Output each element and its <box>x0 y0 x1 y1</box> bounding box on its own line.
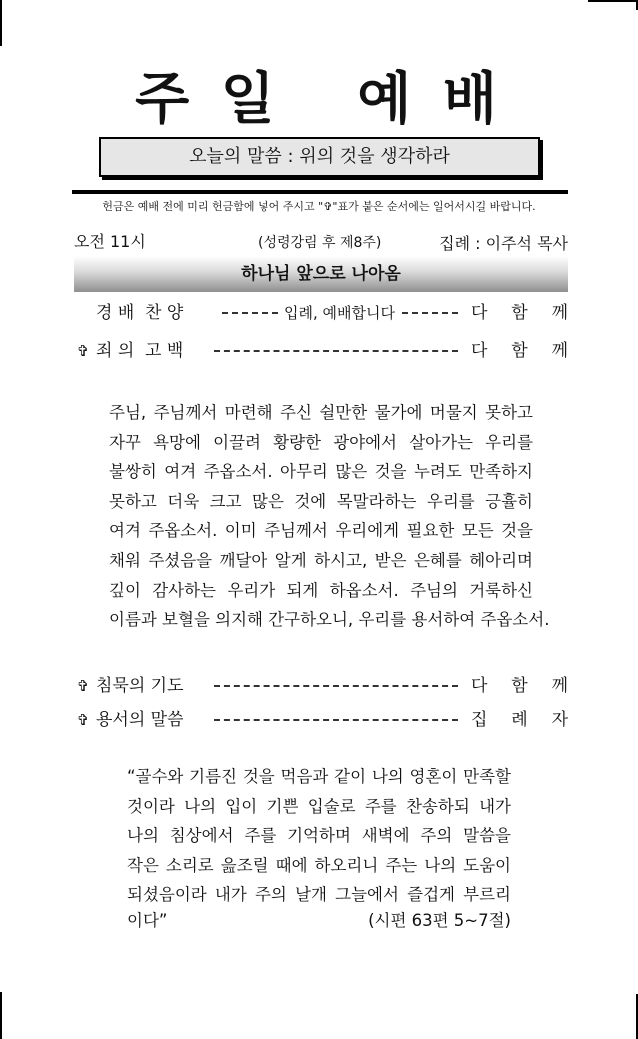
offering-notice: 헌금은 예배 전에 미리 헌금함에 넣어 주시고 "✞"표가 붙은 순서에는 일어서시길 바랍니다. <box>102 200 536 213</box>
divider-rule <box>72 190 568 194</box>
leader-dashes <box>214 719 458 721</box>
order-item <box>74 338 568 364</box>
crop-mark-top-right <box>588 0 638 2</box>
crop-mark-bottom-left <box>0 992 2 1039</box>
crop-mark-top-left <box>0 0 2 46</box>
order-item-name: 용서의 말씀 <box>96 710 184 730</box>
word-of-day-box: 오늘의 말씀 : 위의 것을 생각하라 <box>99 137 540 177</box>
service-week: (성령강림 후 제8주) <box>258 235 382 251</box>
section-header: 하나님 앞으로 나아옴 <box>74 256 568 292</box>
stand-cross-icon: ✞ <box>76 711 90 729</box>
order-item-name: 죄 의 고 백 <box>96 341 184 361</box>
verse-reference: (시편 63편 5~7절) <box>368 911 511 930</box>
service-time: 오전 11시 <box>74 232 146 251</box>
order-item <box>74 673 568 699</box>
verse-end: 이다” <box>127 911 168 930</box>
order-item-note: 입례, 예배합니다 <box>280 300 399 326</box>
confession-prayer: 주님, 주님께서 마련해 주신 쉴만한 물가에 머물지 못하고 자꾸 욕망에 이끌려 황량한 광야에서 살아가는 우리를 불쌍히 여겨 주옵소서. 아무리 많은 것을 누려도 만족하지 못하고 더욱 크고 많은 것에 목말라하는 우리를 긍휼히 여겨 주옵소서. 이미 주님께서 우리에게 필요한 모든 것을 채워 주셨음을 깨달아 알게 하시고, 받은 은혜를 헤아리며 깊이 감사하는 우리가 되게 하옵소서. 주님의 거룩하신 이름과 보혈을 의지해 간구하오니, 우리를 용서하여 주옵소서. <box>109 403 550 630</box>
stand-cross-icon: ✞ <box>76 342 90 360</box>
leader-dashes <box>214 350 458 352</box>
order-item-who: 다 함 께 <box>471 341 568 361</box>
order-item-who: 집 례 자 <box>471 710 568 730</box>
verse-last-line <box>127 907 511 935</box>
order-item <box>74 300 568 326</box>
absolution-verse: “골수와 기름진 것을 먹음과 같이 나의 영혼이 만족할 것이라 나의 입이 기쁜 입술로 주를 찬송하되 내가 나의 침상에서 주를 기억하며 새벽에 주의 말씀을 작은 소리로 읊조릴 때에 하오리니 주는 나의 도움이 되셨음이라 내가 주의 날개 그늘에서 즐겁게 부르리 <box>127 767 511 905</box>
order-item-who: 다 함 께 <box>471 303 568 323</box>
stand-cross-icon: ✞ <box>76 677 90 695</box>
page-title: 주 일 예 배 <box>135 67 503 132</box>
leader-dashes <box>214 685 458 687</box>
order-item-name: 경 배 찬 양 <box>96 303 184 323</box>
service-leader: 집례 : 이주석 목사 <box>439 234 568 253</box>
order-item-who: 다 함 께 <box>471 676 568 696</box>
order-item-name: 침묵의 기도 <box>96 676 184 696</box>
order-item <box>74 707 568 733</box>
